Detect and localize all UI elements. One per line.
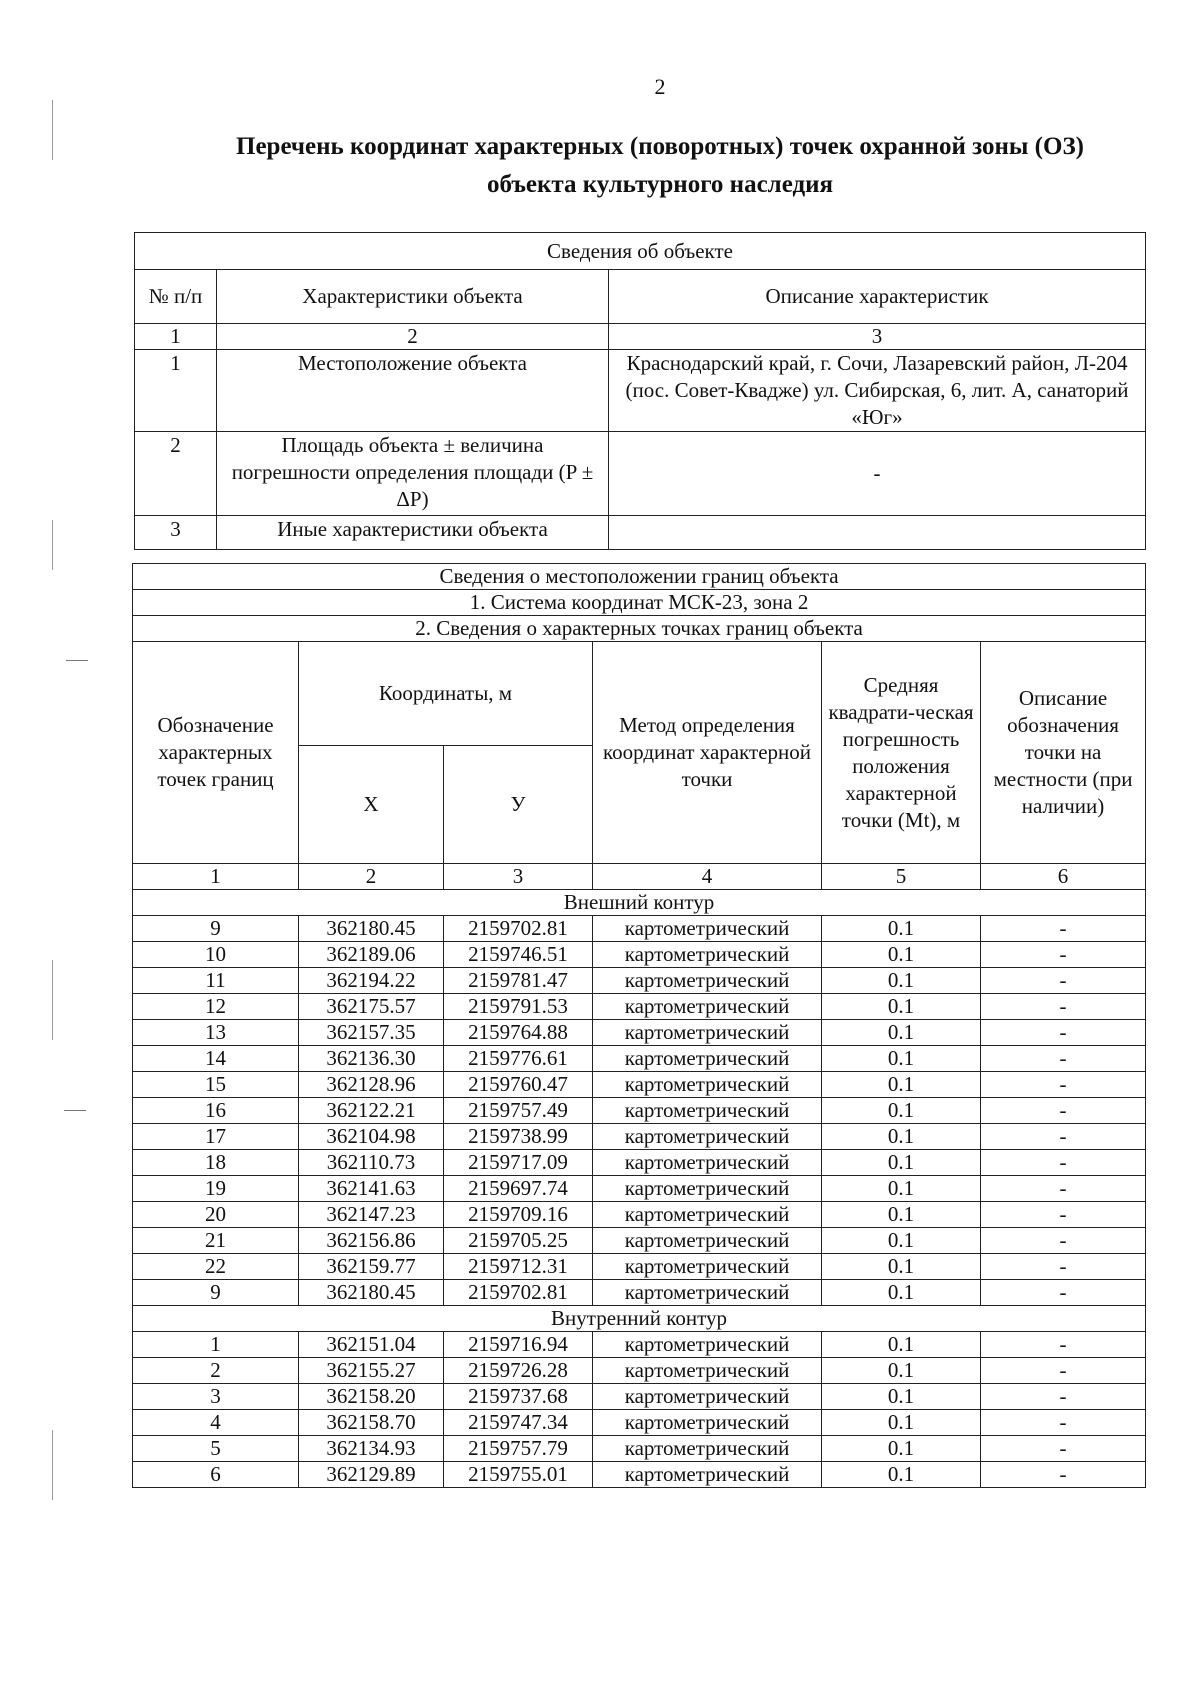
- coord-y-cell: 2159755.01: [444, 1462, 593, 1488]
- point-description-cell: -: [981, 968, 1146, 994]
- rmse-cell: 0.1: [822, 1228, 981, 1254]
- index-cell: 2: [299, 864, 444, 890]
- rmse-cell: 0.1: [822, 1358, 981, 1384]
- table-row: [133, 1228, 1146, 1254]
- point-id-cell: 2: [133, 1358, 299, 1384]
- point-description-cell: -: [981, 1176, 1146, 1202]
- coordinates-table: [132, 563, 1146, 1488]
- table-row: [133, 968, 1146, 994]
- rmse-cell: 0.1: [822, 1410, 981, 1436]
- index-cell: 4: [593, 864, 822, 890]
- table-row: [133, 1410, 1146, 1436]
- point-id-cell: 17: [133, 1124, 299, 1150]
- section-header-object: Сведения об объекте: [135, 233, 1146, 270]
- coord-x-cell: 362180.45: [299, 1280, 444, 1306]
- method-cell: картометрический: [593, 1228, 822, 1254]
- point-description-cell: -: [981, 1202, 1146, 1228]
- col-header-rmse: Средняя квадрати-ческая погрешность положения характерной точки (Mt), м: [822, 642, 981, 864]
- coord-x-cell: 362136.30: [299, 1046, 444, 1072]
- coord-x-cell: 362129.89: [299, 1462, 444, 1488]
- coord-x-cell: 362141.63: [299, 1176, 444, 1202]
- coord-x-cell: 362110.73: [299, 1150, 444, 1176]
- table-row: [133, 1046, 1146, 1072]
- point-description-cell: -: [981, 1254, 1146, 1280]
- binder-mark: [52, 100, 53, 160]
- binder-mark: [52, 1430, 53, 1500]
- row-name: Площадь объекта ± величина погрешности определения площади (P ± ΔP): [217, 432, 609, 516]
- table-row: [133, 942, 1146, 968]
- row-num: 1: [135, 350, 217, 432]
- coord-y-cell: 2159757.79: [444, 1436, 593, 1462]
- coord-x-cell: 362151.04: [299, 1332, 444, 1358]
- method-cell: картометрический: [593, 1462, 822, 1488]
- coord-y-cell: 2159717.09: [444, 1150, 593, 1176]
- point-description-cell: -: [981, 916, 1146, 942]
- point-id-cell: 3: [133, 1384, 299, 1410]
- coord-y-cell: 2159738.99: [444, 1124, 593, 1150]
- point-id-cell: 4: [133, 1410, 299, 1436]
- point-id-cell: 9: [133, 916, 299, 942]
- table-row: [133, 916, 1146, 942]
- table-row: [133, 1124, 1146, 1150]
- point-description-cell: -: [981, 1410, 1146, 1436]
- coord-x-cell: 362158.20: [299, 1384, 444, 1410]
- coord-y-cell: 2159747.34: [444, 1410, 593, 1436]
- title-line-1: Перечень координат характерных (поворотных) точек охранной зоны (ОЗ): [236, 133, 1084, 160]
- point-description-cell: -: [981, 1020, 1146, 1046]
- point-id-cell: 22: [133, 1254, 299, 1280]
- coord-y-cell: 2159705.25: [444, 1228, 593, 1254]
- row-num: 2: [135, 432, 217, 516]
- coord-x-cell: 362159.77: [299, 1254, 444, 1280]
- coord-y-cell: 2159791.53: [444, 994, 593, 1020]
- table-row: [133, 1150, 1146, 1176]
- rmse-cell: 0.1: [822, 1436, 981, 1462]
- method-cell: картометрический: [593, 1280, 822, 1306]
- col-header-point-description: Описание обозначения точки на местности (при наличии): [981, 642, 1146, 864]
- rmse-cell: 0.1: [822, 994, 981, 1020]
- rmse-cell: 0.1: [822, 1098, 981, 1124]
- point-id-cell: 16: [133, 1098, 299, 1124]
- scan-mark: [64, 1110, 86, 1111]
- col-header-characteristics: Характеристики объекта: [217, 270, 609, 324]
- point-id-cell: 9: [133, 1280, 299, 1306]
- table-row: [133, 1462, 1146, 1488]
- method-cell: картометрический: [593, 1072, 822, 1098]
- index-cell: 5: [822, 864, 981, 890]
- method-cell: картометрический: [593, 1358, 822, 1384]
- coord-y-cell: 2159764.88: [444, 1020, 593, 1046]
- coord-x-cell: 362157.35: [299, 1020, 444, 1046]
- point-id-cell: 13: [133, 1020, 299, 1046]
- coord-y-cell: 2159726.28: [444, 1358, 593, 1384]
- rmse-cell: 0.1: [822, 1384, 981, 1410]
- col-header-method: Метод определения координат характерной точки: [593, 642, 822, 864]
- index-cell: 2: [217, 324, 609, 350]
- coord-y-cell: 2159760.47: [444, 1072, 593, 1098]
- point-id-cell: 10: [133, 942, 299, 968]
- table-row: [133, 1358, 1146, 1384]
- col-header-num: № п/п: [135, 270, 217, 324]
- point-description-cell: -: [981, 994, 1146, 1020]
- table-row: [133, 1436, 1146, 1462]
- coord-y-cell: 2159697.74: [444, 1176, 593, 1202]
- method-cell: картометрический: [593, 1176, 822, 1202]
- coord-x-cell: 362158.70: [299, 1410, 444, 1436]
- rmse-cell: 0.1: [822, 942, 981, 968]
- table-row: [133, 1020, 1146, 1046]
- point-id-cell: 5: [133, 1436, 299, 1462]
- inner-contour-label: Внутренний контур: [133, 1306, 1146, 1332]
- rmse-cell: 0.1: [822, 1150, 981, 1176]
- rmse-cell: 0.1: [822, 1202, 981, 1228]
- point-id-cell: 6: [133, 1462, 299, 1488]
- point-id-cell: 20: [133, 1202, 299, 1228]
- col-header-x: X: [299, 746, 444, 864]
- method-cell: картометрический: [593, 968, 822, 994]
- method-cell: картометрический: [593, 1410, 822, 1436]
- coord-y-cell: 2159709.16: [444, 1202, 593, 1228]
- coord-y-cell: 2159702.81: [444, 916, 593, 942]
- point-id-cell: 21: [133, 1228, 299, 1254]
- table-row: [133, 1072, 1146, 1098]
- table-row: [133, 994, 1146, 1020]
- scan-mark: [66, 660, 88, 661]
- area-value: -: [609, 432, 1146, 516]
- row-name: Местоположение объекта: [217, 350, 609, 432]
- rmse-cell: 0.1: [822, 1046, 981, 1072]
- point-id-cell: 12: [133, 994, 299, 1020]
- rmse-cell: 0.1: [822, 1332, 981, 1358]
- table-row: [133, 1384, 1146, 1410]
- method-cell: картометрический: [593, 1150, 822, 1176]
- point-description-cell: -: [981, 1072, 1146, 1098]
- coord-y-cell: 2159702.81: [444, 1280, 593, 1306]
- title-line-2: объекта культурного наследия: [486, 171, 834, 198]
- method-cell: картометрический: [593, 1332, 822, 1358]
- outer-contour-label: Внешний контур: [133, 890, 1146, 916]
- point-description-cell: -: [981, 1332, 1146, 1358]
- method-cell: картометрический: [593, 1202, 822, 1228]
- method-cell: картометрический: [593, 1436, 822, 1462]
- point-description-cell: -: [981, 1098, 1146, 1124]
- point-description-cell: -: [981, 1124, 1146, 1150]
- coord-x-cell: 362189.06: [299, 942, 444, 968]
- inner-contour-rows: [133, 1332, 1146, 1488]
- method-cell: картометрический: [593, 1098, 822, 1124]
- point-id-cell: 11: [133, 968, 299, 994]
- binder-mark: [52, 960, 53, 1040]
- coord-y-cell: 2159712.31: [444, 1254, 593, 1280]
- rmse-cell: 0.1: [822, 968, 981, 994]
- point-description-cell: -: [981, 1150, 1146, 1176]
- rmse-cell: 0.1: [822, 1072, 981, 1098]
- point-id-cell: 19: [133, 1176, 299, 1202]
- method-cell: картометрический: [593, 1020, 822, 1046]
- col-header-designation: Обозначение характерных точек границ: [133, 642, 299, 864]
- section-header-boundaries: Сведения о местоположении границ объекта: [133, 564, 1146, 590]
- rmse-cell: 0.1: [822, 1462, 981, 1488]
- rmse-cell: 0.1: [822, 1020, 981, 1046]
- index-cell: 3: [444, 864, 593, 890]
- rmse-cell: 0.1: [822, 1176, 981, 1202]
- point-id-cell: 15: [133, 1072, 299, 1098]
- coord-x-cell: 362180.45: [299, 916, 444, 942]
- method-cell: картометрический: [593, 916, 822, 942]
- method-cell: картометрический: [593, 1384, 822, 1410]
- point-description-cell: -: [981, 1462, 1146, 1488]
- table-row: [133, 1332, 1146, 1358]
- index-cell: 3: [609, 324, 1146, 350]
- point-id-cell: 18: [133, 1150, 299, 1176]
- object-info-table: [134, 232, 1146, 550]
- point-description-cell: -: [981, 942, 1146, 968]
- point-description-cell: -: [981, 1436, 1146, 1462]
- col-header-coordinates: Координаты, м: [299, 642, 593, 746]
- coord-y-cell: 2159737.68: [444, 1384, 593, 1410]
- index-cell: 1: [133, 864, 299, 890]
- table-row: [133, 1098, 1146, 1124]
- coord-x-cell: 362128.96: [299, 1072, 444, 1098]
- coord-x-cell: 362155.27: [299, 1358, 444, 1384]
- index-cell: 1: [135, 324, 217, 350]
- document-title: [160, 128, 1160, 204]
- coord-x-cell: 362147.23: [299, 1202, 444, 1228]
- coord-y-cell: 2159757.49: [444, 1098, 593, 1124]
- rmse-cell: 0.1: [822, 1280, 981, 1306]
- point-description-cell: -: [981, 1046, 1146, 1072]
- coord-y-cell: 2159716.94: [444, 1332, 593, 1358]
- table-row: [133, 1202, 1146, 1228]
- coord-x-cell: 362156.86: [299, 1228, 444, 1254]
- binder-mark: [52, 520, 53, 570]
- rmse-cell: 0.1: [822, 916, 981, 942]
- col-header-y: У: [444, 746, 593, 864]
- point-id-cell: 14: [133, 1046, 299, 1072]
- table-row: [133, 1280, 1146, 1306]
- point-description-cell: -: [981, 1384, 1146, 1410]
- page-number: 2: [654, 74, 666, 99]
- method-cell: картометрический: [593, 1046, 822, 1072]
- method-cell: картометрический: [593, 994, 822, 1020]
- coord-y-cell: 2159776.61: [444, 1046, 593, 1072]
- method-cell: картометрический: [593, 1124, 822, 1150]
- location-value: Краснодарский край, г. Сочи, Лазаревский район, Л-204 (пос. Совет-Квадже) ул. Сибирская, 6, лит. А, санаторий «Юг»: [609, 350, 1146, 432]
- coord-x-cell: 362104.98: [299, 1124, 444, 1150]
- point-id-cell: 1: [133, 1332, 299, 1358]
- points-header: 2. Сведения о характерных точках границ объекта: [133, 616, 1146, 642]
- coord-x-cell: 362175.57: [299, 994, 444, 1020]
- table-row: [133, 1254, 1146, 1280]
- row-num: 3: [135, 516, 217, 550]
- method-cell: картометрический: [593, 942, 822, 968]
- point-description-cell: -: [981, 1280, 1146, 1306]
- coord-x-cell: 362194.22: [299, 968, 444, 994]
- point-description-cell: -: [981, 1228, 1146, 1254]
- col-header-description: Описание характеристик: [609, 270, 1146, 324]
- rmse-cell: 0.1: [822, 1124, 981, 1150]
- rmse-cell: 0.1: [822, 1254, 981, 1280]
- coord-x-cell: 362134.93: [299, 1436, 444, 1462]
- point-description-cell: -: [981, 1358, 1146, 1384]
- method-cell: картометрический: [593, 1254, 822, 1280]
- other-value: [609, 516, 1146, 550]
- table-row: [133, 1176, 1146, 1202]
- row-name: Иные характеристики объекта: [217, 516, 609, 550]
- coord-x-cell: 362122.21: [299, 1098, 444, 1124]
- coord-y-cell: 2159781.47: [444, 968, 593, 994]
- outer-contour-rows: [133, 916, 1146, 1306]
- coord-y-cell: 2159746.51: [444, 942, 593, 968]
- index-cell: 6: [981, 864, 1146, 890]
- coordinate-system: 1. Система координат МСК-23, зона 2: [133, 590, 1146, 616]
